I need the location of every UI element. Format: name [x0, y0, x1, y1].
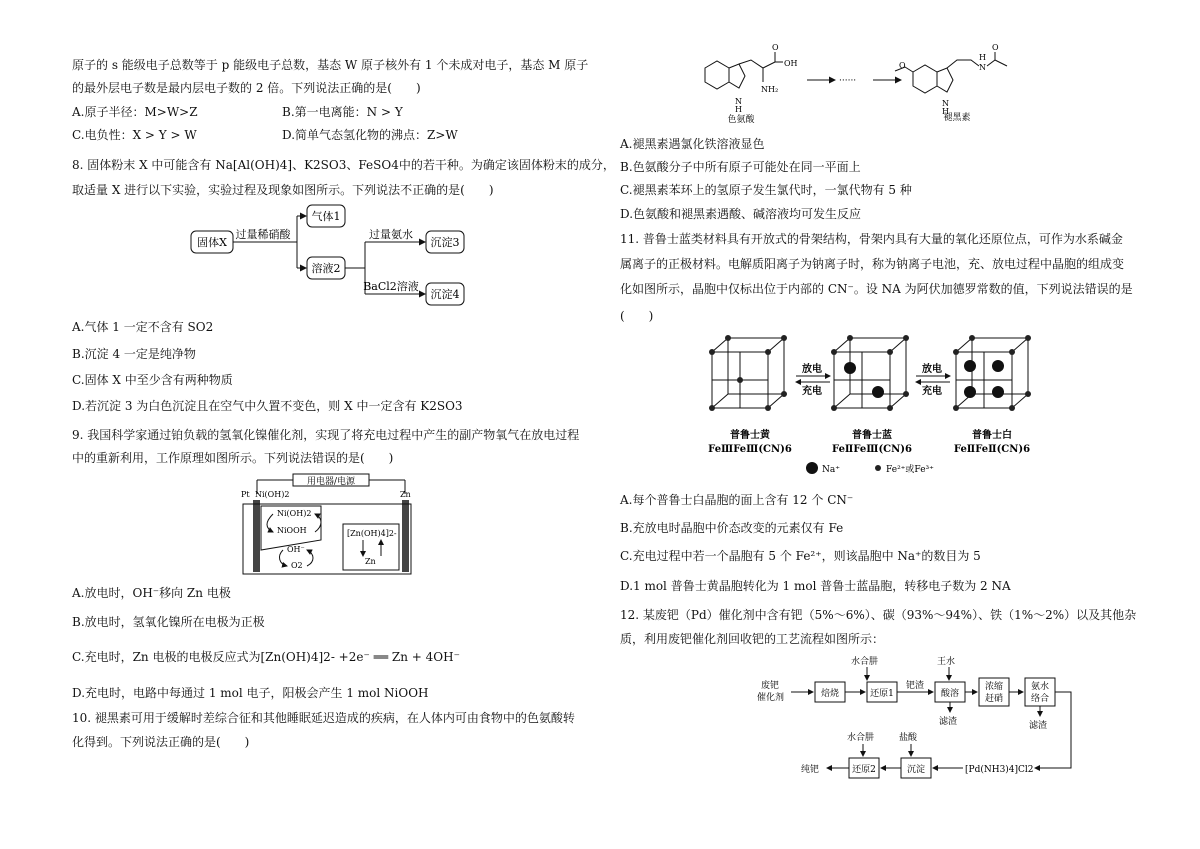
q12-process-flow [755, 654, 1160, 786]
mel-amide-h: H [979, 53, 986, 62]
electrolyte-tank [243, 504, 411, 574]
fe-legend-label: Fe²⁺或Fe³⁺ [886, 465, 934, 475]
q10-text-line2: 化得到。下列说法正确的是( ) [72, 735, 250, 749]
filter-residue-label-2: 滤渣 [1029, 721, 1048, 731]
discharge-label-1: 放电 [802, 364, 822, 375]
complex-label: [Pd(NH3)4]Cl2 [965, 765, 1034, 775]
waste-label-1: 废钯 [761, 681, 780, 691]
q11-text-line1: 11. 普鲁士蓝类材料具有开放式的骨架结构，骨架内具有大量的氧化还原位点，可作为水系碱金 [620, 232, 1123, 246]
pt-electrode [253, 500, 260, 572]
device-label: 用电器/电源 [306, 477, 356, 487]
pd-residue-label: 钯渣 [905, 681, 925, 691]
trp-nh2: NH₂ [761, 85, 779, 94]
q10-structure-diagram [695, 40, 1045, 130]
q9-option-c: C.充电时，Zn 电极的电极反应式为[Zn(OH)4]2- +2e⁻ ══ Zn + 4OH⁻ [72, 650, 460, 664]
prussian-blue-cell [831, 335, 909, 411]
q9-option-d: D.充电时，电路中每通过 1 mol 电子，阳极会产生 1 mol NiOOH [72, 686, 429, 700]
q7-option-a: A.原子半径：M>W>Z [72, 105, 198, 119]
mel-carbonyl-o: O [992, 43, 999, 52]
q8-option-b: B.沉淀 4 一定是纯净物 [72, 347, 196, 361]
q11-text-line4: ( ) [620, 309, 654, 323]
ppt4-label: 沉淀4 [430, 288, 460, 301]
blue-name: 普鲁士蓝 [852, 430, 892, 441]
concentrate-label-2: 赶硝 [984, 694, 1004, 704]
q8-text-line1: 8. 固体粉末 X 中可能含有 Na[Al(OH)4]、K2SO3、FeSO4中的若干种。为确定该固体粉末的成分， [72, 158, 615, 172]
mel-h: H [942, 107, 949, 116]
q10-option-d: D.色氨酸和褪黑素遇酸、碱溶液均可发生反应 [620, 207, 862, 221]
q10-text-line1: 10. 褪黑素可用于缓解时差综合征和其他睡眠延迟造成的疾病，在人体内可由食物中的色氨酸转 [72, 711, 575, 725]
nioh2-inner-label: Ni(OH)2 [277, 509, 312, 518]
q12-text-line1: 12. 某废钯（Pd）催化剂中含有钯（5%～6%）、碳（93%～94%）、铁（1%～2%）以及其他杂 [620, 608, 1137, 622]
q10-option-b: B.色氨酸分子中所有原子可能处在同一平面上 [620, 160, 861, 174]
charge-label-1: 充电 [802, 386, 822, 397]
concentrate-label-1: 浓缩 [984, 682, 1004, 692]
q9-option-a: A.放电时，OH⁻移向 Zn 电极 [72, 586, 231, 600]
oxygen-label: O2 [291, 561, 303, 570]
q11-option-b: B.充放电时晶胞中价态改变的元素仅有 Fe [620, 521, 844, 535]
q9-option-b: B.放电时，氢氧化镍所在电极为正极 [72, 615, 265, 629]
q9-battery-diagram [235, 470, 415, 578]
o2-arrow-right [307, 550, 313, 566]
zn-inner-label: Zn [365, 557, 376, 566]
cycle-arrow-left [267, 514, 273, 532]
na-legend-label: Na⁺ [822, 465, 840, 475]
trp-h: H [735, 105, 742, 114]
blue-formula: FeⅡFeⅢ(CN)6 [832, 444, 912, 455]
discharge-label-2: 放电 [922, 364, 942, 375]
q10-dots: ······ [839, 76, 857, 86]
q12-text-line2: 质，利用废钯催化剂回收钯的工艺流程如图所示： [620, 632, 885, 646]
acid-dissolve-label: 酸溶 [940, 689, 960, 699]
cycle-arrow-right [315, 514, 321, 532]
q8-text-line2: 取适量 X 进行以下实验，实验过程及现象如图所示。下列说法不正确的是( ) [72, 183, 494, 197]
hydroxide-label: OH⁻ [287, 545, 305, 554]
trp-oh: OH [784, 59, 798, 68]
zn-label: Zn [400, 490, 411, 499]
fe-legend-icon [875, 465, 881, 471]
roast-label: 焙烧 [820, 689, 840, 699]
o2-arrow-left [280, 550, 287, 566]
aqua-regia-label: 王水 [937, 657, 956, 667]
bacl2-label: BaCl2溶液 [363, 280, 419, 293]
zincate-label: [Zn(OH)4]2- [347, 529, 397, 538]
melatonin-label: 褪黑素 [943, 113, 971, 123]
waste-label-2: 催化剂 [757, 693, 785, 703]
q8-flow-diagram [185, 203, 485, 311]
q7-option-c: C.电负性：X > Y > W [72, 128, 197, 142]
trp-nh: N [735, 97, 742, 106]
solid-x-label: 固体X [197, 236, 227, 249]
q7-option-d: D.简单气态氢化物的沸点：Z>W [282, 128, 458, 142]
yellow-name: 普鲁士黄 [730, 430, 770, 441]
zn-electrode [402, 500, 409, 572]
yellow-formula: FeⅢFeⅢ(CN)6 [708, 444, 792, 455]
ammonia-label: 过量氨水 [369, 228, 413, 241]
prussian-white-cell [953, 335, 1031, 411]
reduce1-label: 还原1 [870, 689, 894, 699]
mel-amide-n: N [979, 63, 986, 72]
pt-label: Pt [241, 490, 250, 499]
q11-crystal-diagram [700, 330, 1050, 480]
charge-label-2: 充电 [922, 386, 942, 397]
hydrazine-label-2: 水合肼 [847, 733, 875, 743]
q11-option-a: A.每个普鲁士白晶胞的面上含有 12 个 CN⁻ [620, 493, 854, 507]
pure-pd-label: 纯钯 [801, 765, 820, 775]
ammonia-label-1: 氨水 [1030, 682, 1050, 692]
solution2-label: 溶液2 [311, 262, 341, 275]
filter-residue-label-1: 滤渣 [939, 717, 958, 727]
hcl-label: 盐酸 [899, 733, 918, 743]
white-formula: FeⅡFeⅡ(CN)6 [953, 444, 1031, 455]
tryptophan-label: 色氨酸 [727, 115, 755, 125]
q8-option-d: D.若沉淀 3 为白色沉淀且在空气中久置不变色，则 X 中一定含有 K2SO3 [72, 399, 463, 413]
mel-o: O [899, 61, 906, 70]
hydrazine-label-1: 水合肼 [851, 657, 879, 667]
q9-text-line2: 中的重新利用，工作原理如图所示。下列说法错误的是( ) [72, 451, 394, 465]
gas1-label: 气体1 [311, 210, 341, 223]
q8-option-c: C.固体 X 中至少含有两种物质 [72, 373, 233, 387]
q8-option-a: A.气体 1 一定不含有 SO2 [72, 320, 214, 334]
melatonin-structure [895, 52, 1007, 93]
niooh-label: NiOOH [277, 526, 307, 535]
q7-text-line2: 的最外层电子数是最内层电子数的 2 倍。下列说法正确的是( ) [72, 81, 421, 95]
acid-label: 过量稀硝酸 [235, 228, 291, 241]
reduce2-label: 还原2 [852, 765, 876, 775]
mel-nh: N [942, 99, 949, 108]
nioh2-label: Ni(OH)2 [255, 490, 290, 499]
q11-option-d: D.1 mol 普鲁士黄晶胞转化为 1 mol 普鲁士蓝晶胞，转移电子数为 2 NA [620, 579, 1011, 593]
ammonia-label-2: 络合 [1030, 694, 1050, 704]
white-name: 普鲁士白 [972, 430, 1012, 441]
q11-text-line3: 化如图所示，晶胞中仅标出位于内部的 CN⁻。设 NA 为阿伏加德罗常数的值，下列说法错误的是 [620, 282, 1133, 296]
precipitate-label: 沉淀 [906, 765, 926, 775]
tryptophan-structure [705, 52, 783, 89]
q11-option-c: C.充电过程中若一个晶胞有 5 个 Fe²⁺，则该晶胞中 Na⁺的数目为 5 [620, 549, 981, 563]
q9-text-line1: 9. 我国科学家通过铂负载的氢氧化镍催化剂，实现了将充电过程中产生的副产物氧气在放电过程 [72, 428, 580, 442]
trp-o: O [772, 43, 779, 52]
q7-text-line1: 原子的 s 能级电子总数等于 p 能级电子总数，基态 W 原子核外有 1 个未成对电子，基态 M 原子 [72, 58, 589, 72]
q10-option-a: A.褪黑素遇氯化铁溶液显色 [620, 137, 765, 151]
ppt3-label: 沉淀3 [430, 236, 460, 249]
prussian-yellow-cell [709, 335, 787, 411]
na-legend-icon [806, 462, 818, 474]
q11-text-line2: 属离子的正极材料。电解质阳离子为钠离子时，称为钠离子电池，充、放电过程中晶胞的组成变 [620, 257, 1125, 271]
q7-option-b: B.第一电离能：N > Y [282, 105, 403, 119]
q10-option-c: C.褪黑素苯环上的氢原子发生氯代时，一氯代物有 5 种 [620, 183, 912, 197]
